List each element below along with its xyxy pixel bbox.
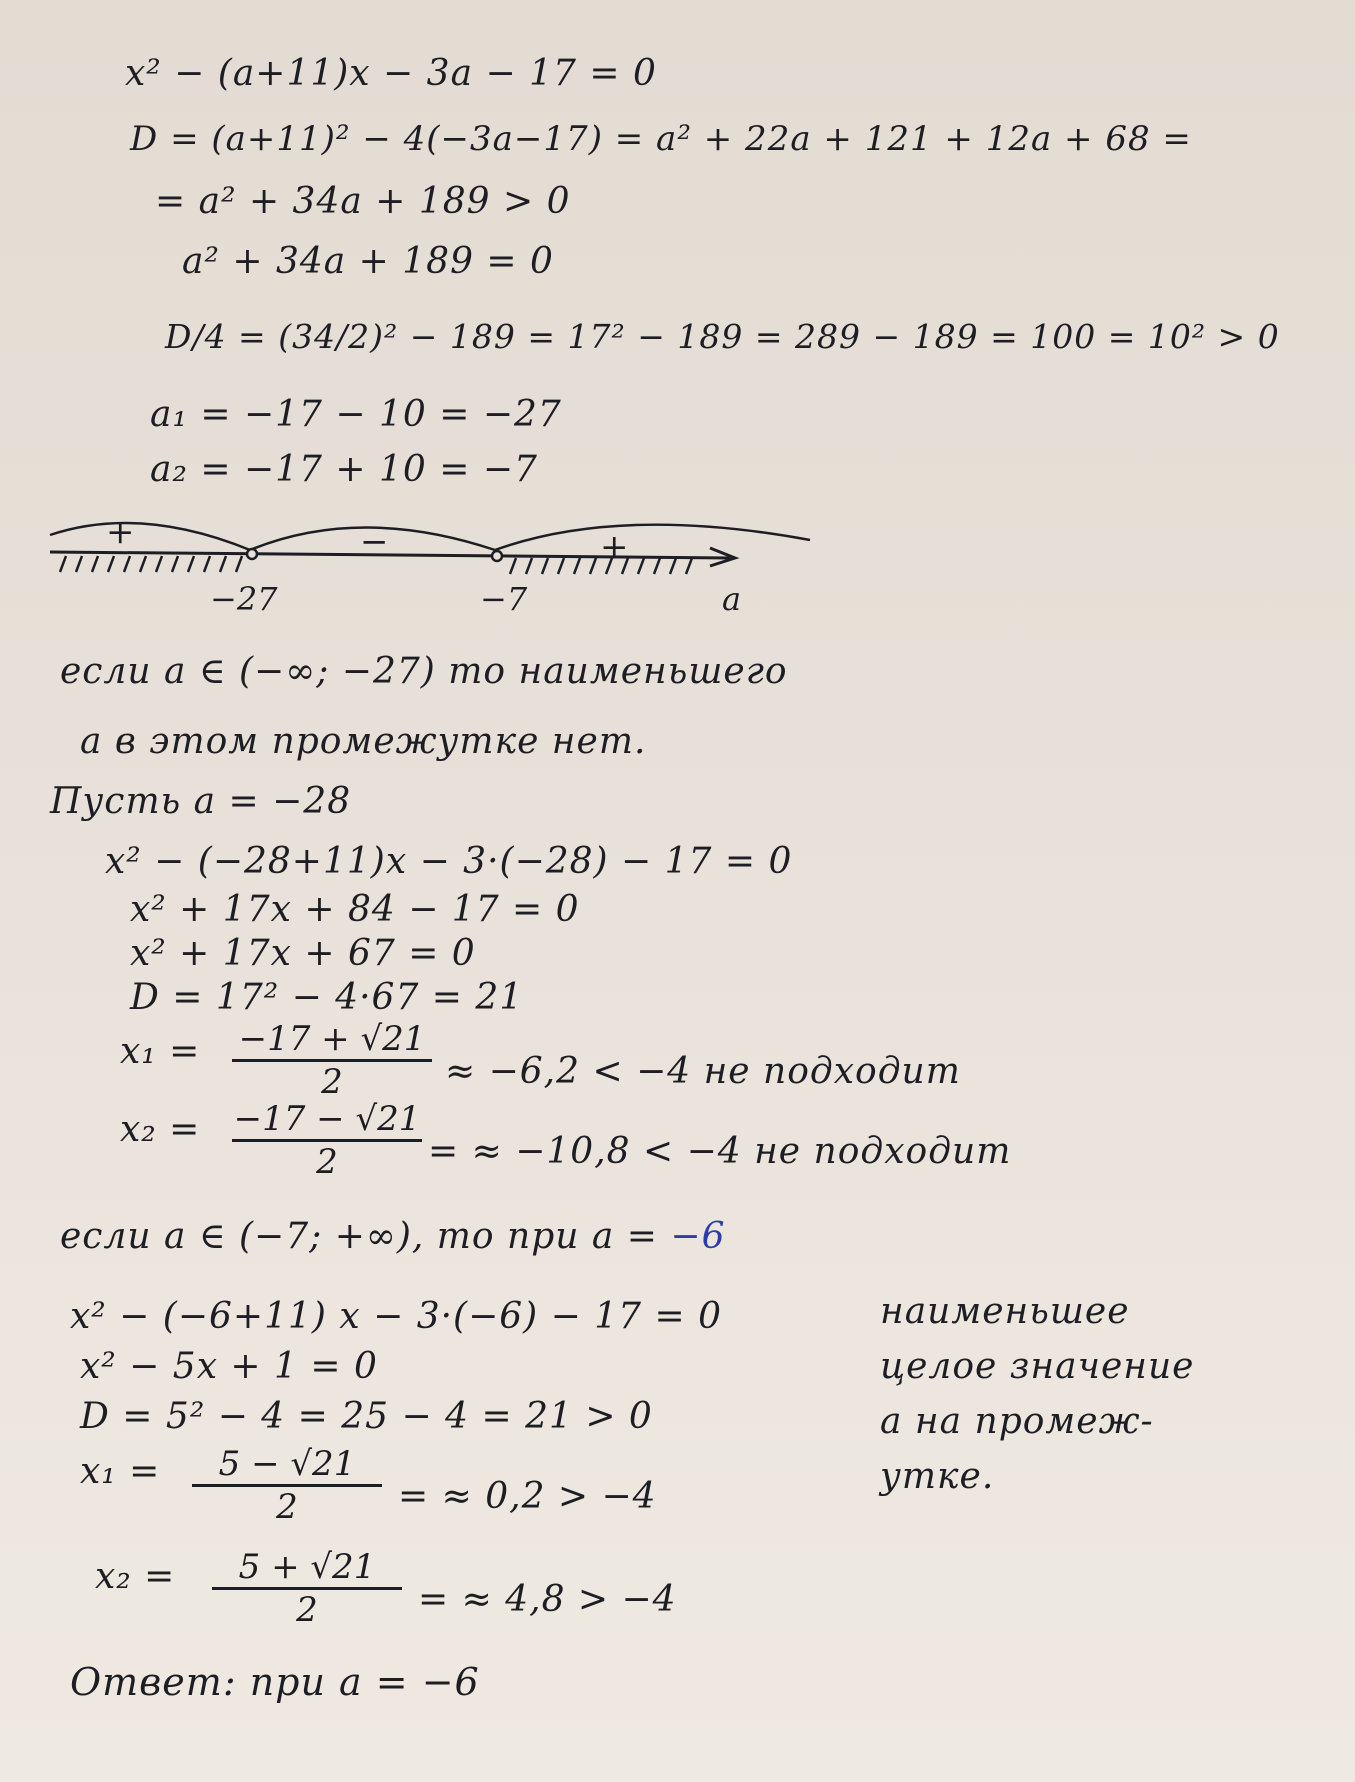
- root-x2-estimate-2: = ≈ 4,8 > −4: [418, 1579, 677, 1620]
- sign-number-line: [40, 500, 820, 600]
- fraction-numerator: −17 + √21: [238, 1019, 426, 1059]
- quarter-discriminant: D/4 = (34/2)² − 189 = 17² − 189 = 289 − 189 = 100 = 10² > 0: [165, 317, 1280, 356]
- discriminant-expansion: D = (a+11)² − 4(−3a−17) = a² + 22a + 121 + 12a + 68 =: [130, 119, 1192, 159]
- side-note-line-3: a на промеж-: [880, 1401, 1154, 1442]
- sign-left: +: [106, 512, 135, 552]
- substituted-equation-2: x² − (−6+11) x − 3·(−6) − 17 = 0: [70, 1296, 723, 1337]
- point-label-1: −27: [210, 580, 278, 618]
- side-note-line-2: целое значение: [880, 1346, 1195, 1387]
- case-left-conclusion: a в этом промежутке нет.: [80, 721, 647, 762]
- root-x1-label: x₁ =: [120, 1031, 201, 1072]
- fraction-x2-case1: [232, 1100, 422, 1181]
- root-x2-estimate: = ≈ −10,8 < −4 не подходит: [428, 1131, 1012, 1172]
- substituted-equation: x² − (−28+11)x − 3·(−28) − 17 = 0: [105, 841, 793, 882]
- final-answer: Ответ: при a = −6: [70, 1660, 480, 1704]
- highlighted-answer-value: −6: [670, 1216, 726, 1257]
- fraction-numerator: −17 − √21: [233, 1099, 421, 1139]
- root-x1-label-2: x₁ =: [80, 1451, 161, 1492]
- simplified-step-1: x² + 17x + 84 − 17 = 0: [130, 889, 580, 930]
- root-x1-estimate-2: = ≈ 0,2 > −4: [398, 1476, 657, 1517]
- let-a-value: Пусть a = −28: [50, 781, 352, 822]
- side-note-line-4: утке.: [880, 1456, 995, 1497]
- point-label-2: −7: [480, 580, 528, 618]
- fraction-x1-case2: [192, 1445, 382, 1526]
- axis-variable-label: a: [722, 580, 742, 618]
- root-x2-label: x₂ =: [120, 1109, 201, 1150]
- fraction-numerator: 5 + √21: [238, 1547, 376, 1587]
- fraction-denominator: 2: [296, 1590, 318, 1630]
- case-left-interval: если a ∈ (−∞; −27) то наименьшего: [60, 651, 788, 692]
- sign-right: +: [600, 527, 629, 567]
- fraction-numerator: 5 − √21: [218, 1444, 356, 1484]
- equation-original: x² − (a+11)x − 3a − 17 = 0: [125, 53, 657, 94]
- simplified-step-2: x² + 17x + 67 = 0: [130, 933, 476, 974]
- side-note-line-1: наименьшее: [880, 1291, 1130, 1332]
- arc-left: [50, 523, 250, 550]
- fraction-denominator: 2: [276, 1487, 298, 1527]
- fraction-denominator: 2: [321, 1062, 343, 1102]
- discriminant-simplified: = a² + 34a + 189 > 0: [155, 181, 571, 222]
- sign-middle: −: [360, 522, 389, 562]
- root-x2-label-2: x₂ =: [95, 1556, 176, 1597]
- auxiliary-equation: a² + 34a + 189 = 0: [182, 241, 554, 282]
- point-marker-2: [492, 551, 502, 561]
- fraction-x2-case2: [212, 1548, 402, 1629]
- point-marker-1: [247, 549, 257, 559]
- root-a1: a₁ = −17 − 10 = −27: [150, 394, 562, 435]
- discriminant-case-2: D = 5² − 4 = 25 − 4 = 21 > 0: [80, 1396, 653, 1437]
- simplified-equation-2: x² − 5x + 1 = 0: [80, 1346, 378, 1387]
- discriminant-case-1: D = 17² − 4·67 = 21: [130, 977, 524, 1018]
- arc-right: [495, 525, 810, 550]
- fraction-x1-case1: [232, 1020, 432, 1101]
- fraction-denominator: 2: [316, 1142, 338, 1182]
- case-right-interval: [60, 1215, 726, 1259]
- case-right-text: если a ∈ (−7; +∞), то при a =: [60, 1216, 671, 1257]
- hatching-left: [60, 556, 242, 572]
- root-a2: a₂ = −17 + 10 = −7: [150, 449, 538, 490]
- root-x1-estimate: ≈ −6,2 < −4 не подходит: [445, 1051, 961, 1092]
